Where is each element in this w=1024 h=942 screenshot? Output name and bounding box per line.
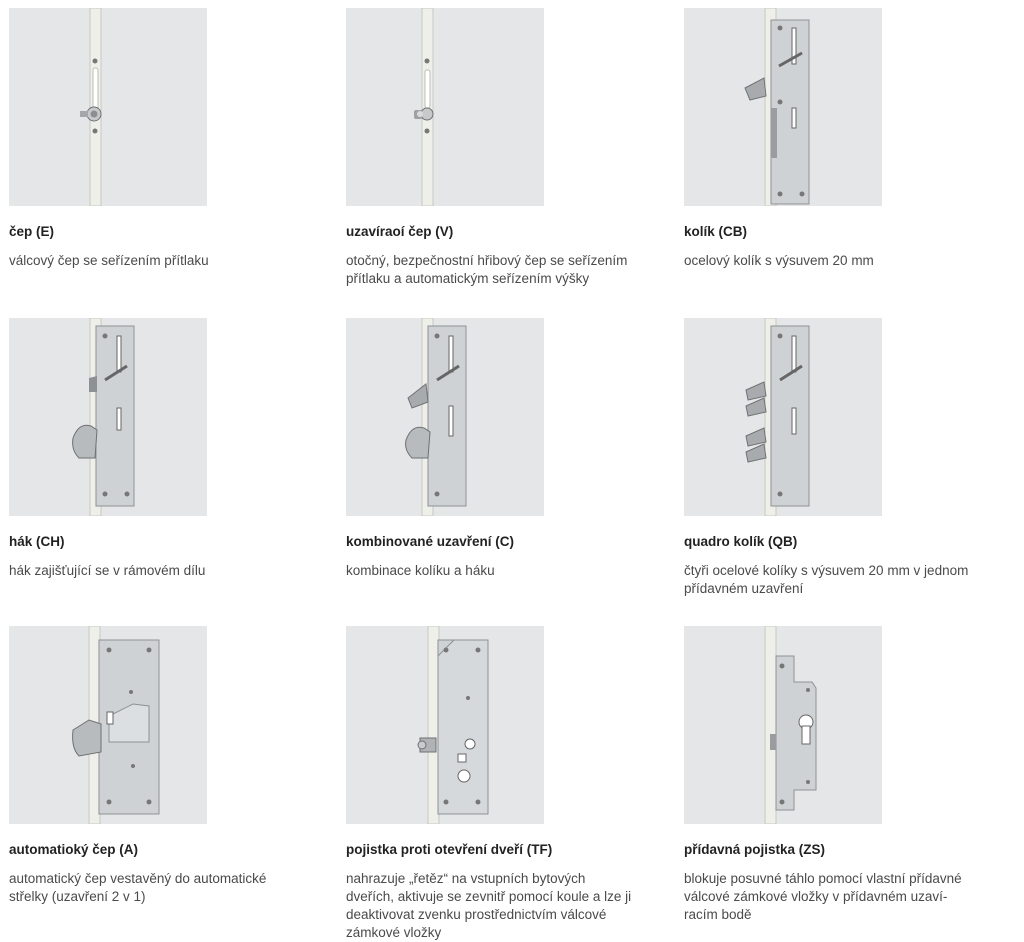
product-description: ocelový kolík s výsuvem 20 mm — [684, 253, 874, 268]
product-title: uzavíraoí čep (V) — [346, 224, 454, 239]
product-title: přídavná pojistka (ZS) — [684, 842, 826, 857]
product-description: automatický čep vestavěný do automatické střelky (uzavření 2 v 1) — [9, 871, 267, 904]
door-restrictor-icon — [346, 626, 544, 824]
product-title: quadro kolík (QB) — [684, 534, 798, 549]
product-image — [684, 626, 882, 824]
quadro-bolt-icon — [684, 318, 882, 516]
product-title: pojistka proti otevření dveří (TF) — [346, 842, 553, 857]
additional-lock-icon — [684, 626, 882, 824]
product-description: blokuje posuvné táhlo pomocí vlastní přídavné válcové zámkové vložky v přídavném uzaví- racím bodě — [684, 871, 962, 922]
product-description: otočný, bezpečnostní hřibový čep se seřízením přítlaku a automatickým seřízením výšky — [346, 253, 628, 286]
product-image — [684, 8, 882, 206]
product-description: hák zajišťující se v rámovém dílu — [9, 563, 206, 578]
product-image — [9, 8, 207, 206]
steel-bolt-icon — [684, 8, 882, 206]
product-image — [9, 318, 207, 516]
product-description: nahrazuje „řetěz“ na vstupních bytových dveřích, aktivuje se zevnitř pomocí koule a lze ji deaktivovat zvenku prostřednictvím válcové zámkové vložky — [346, 871, 632, 940]
cylindrical-pin-icon — [9, 8, 207, 206]
product-title: automatioký čep (A) — [9, 842, 139, 857]
bolt-and-hook-icon — [346, 318, 544, 516]
product-image — [346, 8, 544, 206]
product-title: čep (E) — [9, 224, 55, 239]
product-title: kolík (CB) — [684, 224, 748, 239]
mushroom-pin-icon — [346, 8, 544, 206]
product-title: hák (CH) — [9, 534, 65, 549]
hook-icon — [9, 318, 207, 516]
product-title: kombinované uzavření (C) — [346, 534, 515, 549]
product-description: čtyři ocelové kolíky s výsuvem 20 mm v jednom přídavném uzavření — [684, 563, 969, 596]
product-image — [346, 318, 544, 516]
product-image — [684, 318, 882, 516]
product-image — [9, 626, 207, 824]
product-description: kombinace kolíku a háku — [346, 563, 495, 578]
automatic-latch-icon — [9, 626, 207, 824]
product-image — [346, 626, 544, 824]
product-description: válcový čep se seřízením přítlaku — [9, 253, 209, 268]
